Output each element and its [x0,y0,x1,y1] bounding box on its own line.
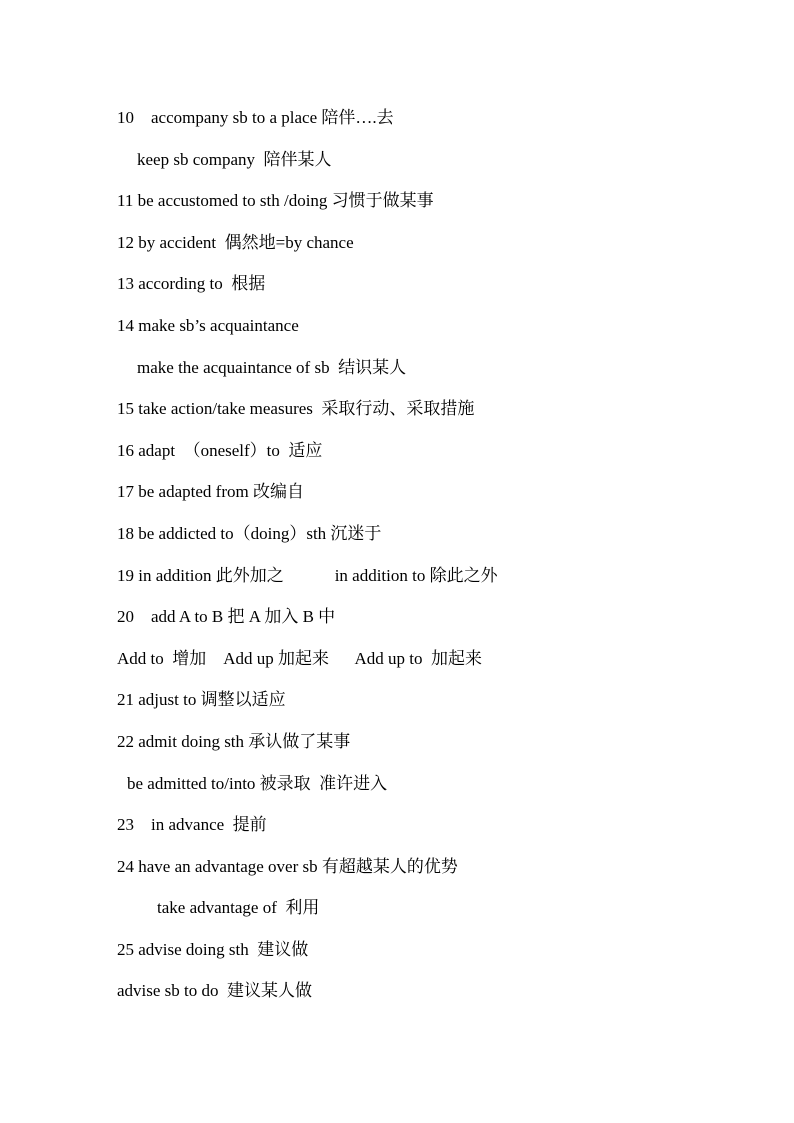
line-text: 23 in advance 提前 [117,815,267,835]
line-text: 14 make sb’s acquaintance [117,315,299,335]
list-item [0,728,794,770]
line-text: 21 adjust to 调整以适应 [117,690,286,710]
list-item [0,603,794,645]
list-item [0,811,794,853]
list-item [0,853,794,895]
line-text: 16 adapt （oneself）to 适应 [117,440,323,460]
line-text: be admitted to/into 被录取 准许进入 [127,773,388,793]
list-item [0,437,794,479]
list-item [0,770,794,812]
list-item [0,478,794,520]
line-text: 22 admit doing sth 承认做了某事 [117,731,351,751]
list-item [0,395,794,437]
list-item [0,645,794,687]
line-text: Add to 增加 Add up 加起来 Add up to 加起来 [117,648,483,668]
list-item [0,354,794,396]
list-item [0,104,794,146]
line-text: 11 be accustomed to sth /doing 习惯于做某事 [117,191,434,211]
phrase-list [0,104,794,1019]
line-text: 12 by accident 偶然地=by chance [117,232,354,252]
line-text: 24 have an advantage over sb 有超越某人的优势 [117,856,458,876]
line-text: 17 be adapted from 改编自 [117,482,304,502]
line-text: 10 accompany sb to a place 陪伴….去 [117,108,394,127]
list-item [0,229,794,271]
line-text: advise sb to do 建议某人做 [117,981,313,1001]
list-item [0,146,794,188]
line-text: make the acquaintance of sb 结识某人 [137,357,407,377]
line-text: 19 in addition 此外加之 in addition to 除此之外 [117,565,498,585]
line-text: 13 according to 根据 [117,274,266,294]
list-item [0,562,794,604]
line-text: 25 advise doing sth 建议做 [117,939,309,959]
list-item [0,520,794,562]
line-text: 20 add A to B 把 A 加入 B 中 [117,607,336,627]
line-text: take advantage of 利用 [157,898,320,918]
line-text: 15 take action/take measures 采取行动、采取措施 [117,399,475,419]
list-item [0,936,794,978]
line-text: keep sb company 陪伴某人 [137,149,332,169]
list-item [0,187,794,229]
list-item [0,894,794,936]
line-text: 18 be addicted to（doing）sth 沉迷于 [117,523,382,543]
list-item [0,270,794,312]
list-item [0,312,794,354]
list-item [0,977,794,1019]
list-item [0,686,794,728]
